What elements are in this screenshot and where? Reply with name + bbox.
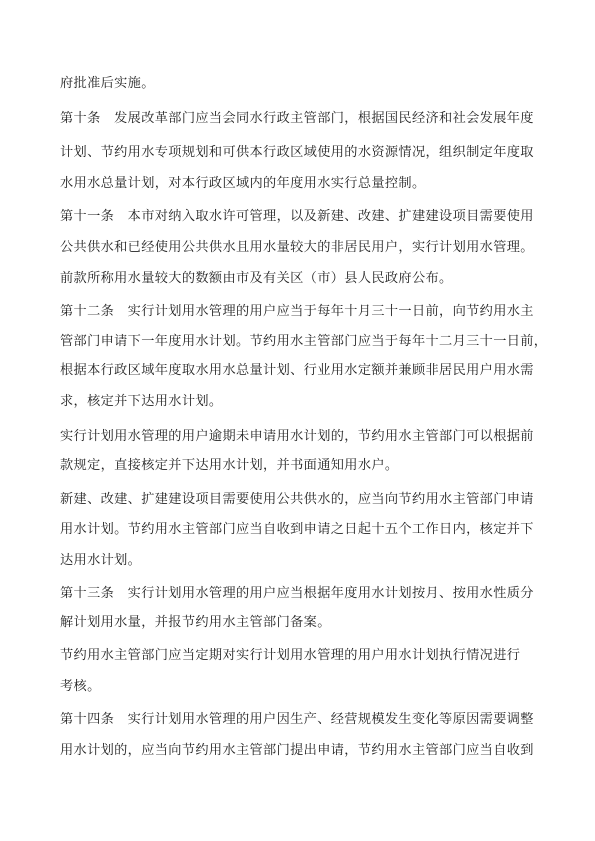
text-line: 达用水计划。 <box>60 553 142 568</box>
text-line: 根据本行政区域年度取水用水总量计划、行业用水定额并兼顾非居民用户用水需 <box>60 363 534 378</box>
text-line: 府批准后实施。 <box>60 76 155 91</box>
text-line: 求，核定并下达用水计划。 <box>60 394 223 409</box>
text-line: 第十四条 实行计划用水管理的用户因生产、经营规模发生变化等原因需要调整 <box>60 712 534 727</box>
text-line: 公共供水和已经使用公共供水且用水量较大的非居民用户，实行计划用水管理。 <box>60 240 534 255</box>
text-line: 水用水总量计划，对本行政区域内的年度用水实行总量控制。 <box>60 176 426 191</box>
text-line: 用水计划。节约用水主管部门应当自收到申请之日起十五个工作日内，核定并下 <box>60 522 534 537</box>
text-line: 用水计划的，应当向节约用水主管部门提出申请，节约用水主管部门应当自收到 <box>60 743 534 758</box>
text-line: 管部门申请下一年度用水计划。节约用水主管部门应当于每年十二月三十一日前， <box>60 334 548 349</box>
text-line: 新建、改建、扩建建设项目需要使用公共供水的，应当向节约用水主管部门申请 <box>60 492 534 507</box>
text-line: 第十二条 实行计划用水管理的用户应当于每年十月三十一日前，向节约用水主 <box>60 304 534 319</box>
text-line: 第十三条 实行计划用水管理的用户应当根据年度用水计划按月、按用水性质分 <box>60 586 534 601</box>
text-line: 第十一条 本市对纳入取水许可管理，以及新建、改建、扩建建设项目需要使用 <box>60 209 534 224</box>
text-line: 前款所称用水量较大的数额由市及有关区（市）县人民政府公布。 <box>60 271 453 286</box>
text-line: 考核。 <box>60 679 101 694</box>
text-line: 计划、节约用水专项规划和可供本行政区域使用的水资源情况，组织制定年度取 <box>60 145 534 160</box>
text-line: 款规定，直接核定并下达用水计划，并书面通知用水户。 <box>60 458 399 473</box>
text-line: 第十条 发展改革部门应当会同水行政主管部门，根据国民经济和社会发展年度 <box>60 111 534 126</box>
text-line: 解计划用水量，并报节约用水主管部门备案。 <box>60 615 331 630</box>
text-line: 实行计划用水管理的用户逾期未申请用水计划的，节约用水主管部门可以根据前 <box>60 429 534 444</box>
text-line: 节约用水主管部门应当定期对实行计划用水管理的用户用水计划执行情况进行 <box>60 648 521 663</box>
